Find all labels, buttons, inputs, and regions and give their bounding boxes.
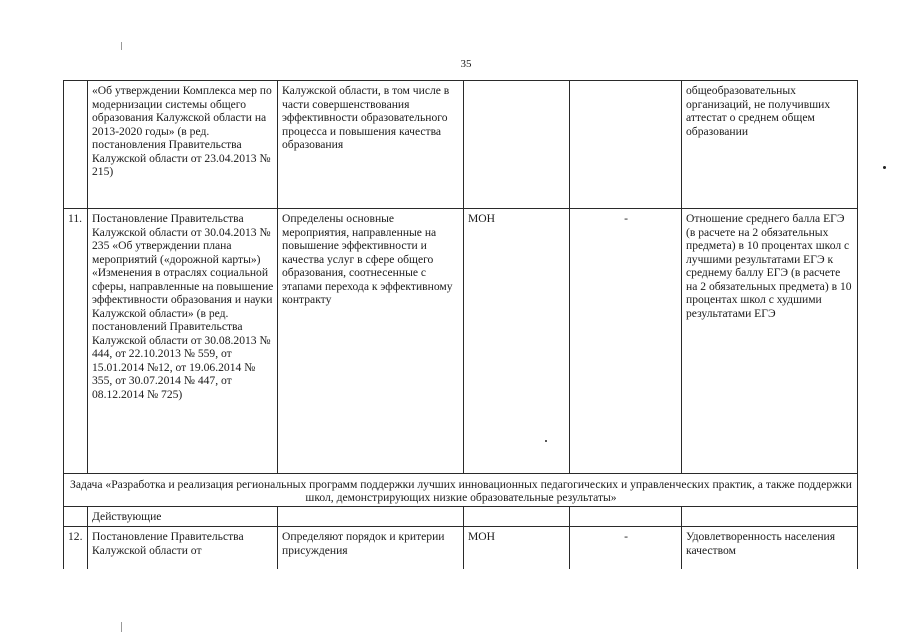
term-cell: -	[570, 209, 682, 474]
document-cell: «Об утверждении Комплекса мер по модернизации системы общего образования Калужской области на 2013-2020 годы» (в ред. постановления Правительства Калужской области от 23.04.2013 № 215)	[88, 81, 278, 209]
indicator-cell	[682, 507, 858, 527]
content-cell	[278, 507, 464, 527]
term-cell: -	[570, 527, 682, 570]
document-cell: Постановление Правительства Калужской области от	[88, 527, 278, 570]
row-number	[64, 81, 88, 209]
indicator-cell: Отношение среднего балла ЕГЭ (в расчете на 2 обязательных предмета) в 10 процентах школ с лучшими результатами ЕГЭ к среднему баллу ЕГЭ (в расчете на 2 обязательных предмета) в 10 процентах школ с худшими результатами ЕГЭ	[682, 209, 858, 474]
content-cell: Определены основные мероприятия, направленные на повышение эффективности и качества услуг в сфере общего образования, соотнесенные с этапами перехода к эффективному контракту	[278, 209, 464, 474]
content-cell: Определяют порядок и критерии присуждения	[278, 527, 464, 570]
responsible-cell: МОН	[464, 209, 570, 474]
indicator-cell: Удовлетворенность населения качеством	[682, 527, 858, 570]
content-cell: Калужской области, в том числе в части совершенствования эффективности образовательного процесса и повышения качества образования	[278, 81, 464, 209]
term-cell	[570, 507, 682, 527]
document-cell: Постановление Правительства Калужской области от 30.04.2013 № 235 «Об утверждении плана мероприятий («дорожной карты») «Изменения в отраслях социальной сферы, направленные на повышение эффективности образования и науки Калужской области» (в ред. постановлений Правительства Калужской области от 30.08.2013 № 444, от 22.10.2013 № 559, от 15.01.2014 №12, от 19.06.2014 № 355, от 30.07.2014 № 447, от 08.12.2014 № 725)	[88, 209, 278, 474]
scan-mark	[121, 622, 122, 632]
responsible-cell: МОН	[464, 527, 570, 570]
scan-speck	[883, 166, 886, 169]
section-label: Действующие	[88, 507, 278, 527]
section-row	[64, 507, 858, 527]
task-heading: Задача «Разработка и реализация региональных программ поддержки лучших инновационных педагогических и управленческих практик, а также поддержки школ, демонстрирующих низкие образовательные результаты»	[64, 474, 858, 507]
table-row	[64, 209, 858, 474]
regulation-table	[63, 80, 858, 569]
row-number: 11.	[64, 209, 88, 474]
page-number: 35	[460, 58, 472, 70]
table-row	[64, 527, 858, 570]
row-number	[64, 507, 88, 527]
table-row	[64, 81, 858, 209]
row-number: 12.	[64, 527, 88, 570]
responsible-cell	[464, 507, 570, 527]
scan-mark	[121, 42, 122, 50]
term-cell	[570, 81, 682, 209]
responsible-cell	[464, 81, 570, 209]
task-heading-row	[64, 474, 858, 507]
indicator-cell: общеобразовательных организаций, не получивших аттестат о среднем общем образовании	[682, 81, 858, 209]
